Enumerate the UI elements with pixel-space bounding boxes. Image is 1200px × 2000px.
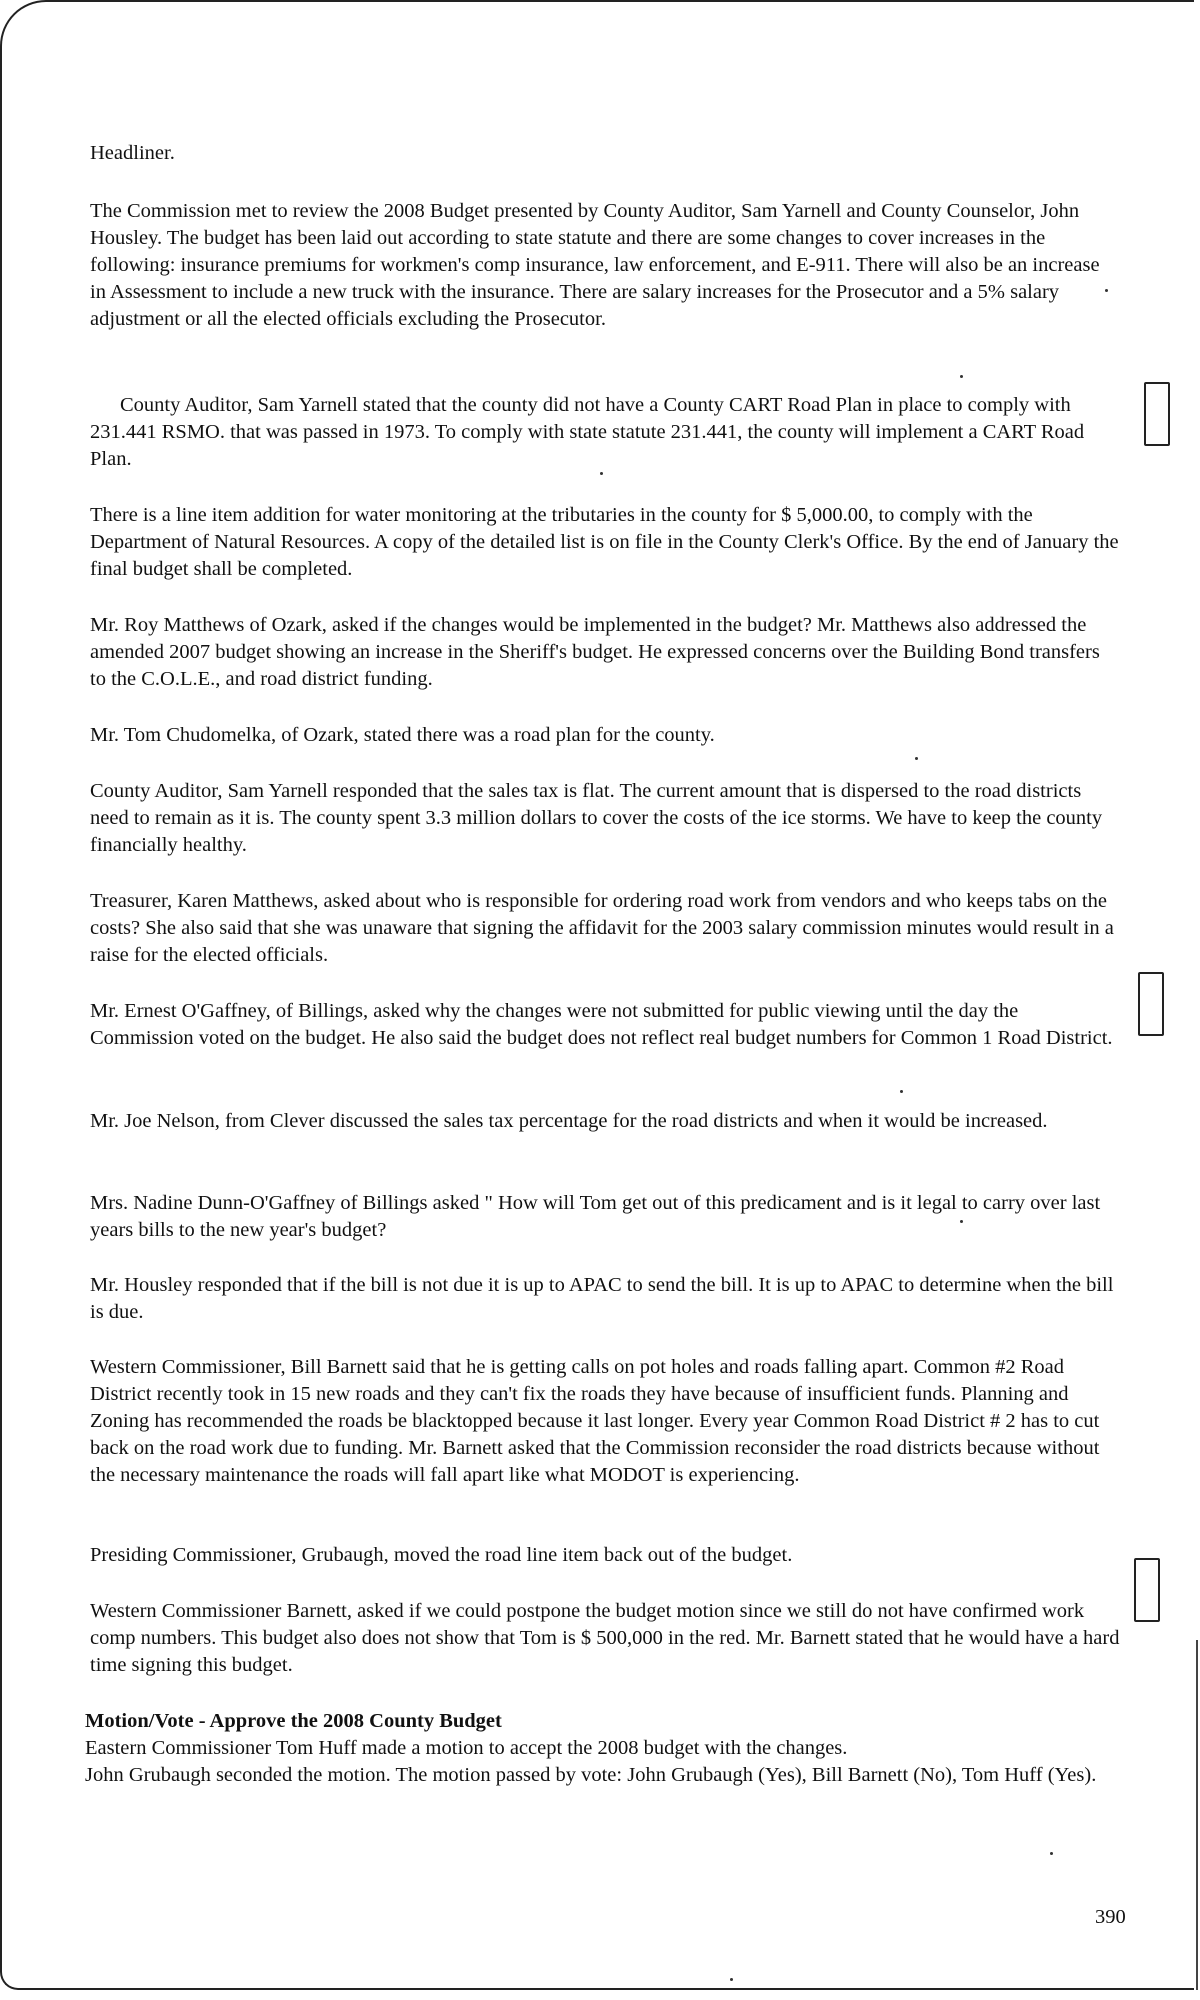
scan-speck xyxy=(960,375,963,378)
paragraph-roy-matthews: Mr. Roy Matthews of Ozark, asked if the changes would be implemented in the budget? Mr. Matthews also addressed the amended 2007 budget showing an increase in the Sheriff's budget. He expressed concerns over the Building Bond transfers to the C.O.L.E., and road district funding. xyxy=(90,614,1100,690)
motion-line-2: John Grubaugh seconded the motion. The motion passed by vote: John Grubaugh (Yes), Bill Barnett (No), Tom Huff (Yes). xyxy=(85,1764,1097,1786)
paragraph-sales-tax: County Auditor, Sam Yarnell responded that the sales tax is flat. The current amount that is dispersed to the road districts need to remain as it is. The county spent 3.3 million dollars to cover the costs of the ice storms. We have to keep the county financially healthy. xyxy=(90,780,1103,856)
margin-marker-box xyxy=(1144,382,1170,446)
page-right-edge xyxy=(1196,1640,1198,1990)
header-text: Headliner. xyxy=(90,142,175,164)
paragraph-cart-road-plan: County Auditor, Sam Yarnell stated that the county did not have a County CART Road Plan in place to comply with 231.441 RSMO. that was passed in 1973. To comply with state statute 231.441, the county will implement a CART Road Plan. xyxy=(90,394,1085,470)
scan-speck xyxy=(960,1220,963,1223)
scan-speck xyxy=(900,1090,903,1093)
scan-speck xyxy=(1050,1852,1053,1855)
paragraph-joe-nelson: Mr. Joe Nelson, from Clever discussed the sales tax percentage for the road districts and when it would be increased. xyxy=(90,1110,1048,1132)
paragraph-bill-barnett: Western Commissioner, Bill Barnett said that he is getting calls on pot holes and roads falling apart. Common #2 Road District recently took in 15 new roads and they can't fix the roads they have because of insufficient funds. Planning and Zoning has recommended the roads be blacktopped because it last longer. Every year Common Road District # 2 has to cut back on the road work due to funding. Mr. Barnett asked that the Commission reconsider the road districts because without the necessary maintenance the roads will fall apart like what MODOT is experiencing. xyxy=(90,1356,1100,1486)
margin-marker-box xyxy=(1138,972,1164,1036)
paragraph-budget-review: The Commission met to review the 2008 Budget presented by County Auditor, Sam Yarnell and County Counselor, John Housley. The budget has been laid out according to state statute and there are some changes to cover increases in the following: insurance premiums for workmen's comp insurance, law enforcement, and E-911. There will also be an increase in Assessment to include a new truck with the insurance. There are salary increases for the Prosecutor and a 5% salary adjustment or all the elected officials excluding the Prosecutor. xyxy=(90,200,1100,330)
page-number: 390 xyxy=(1095,1906,1126,1928)
paragraph-housley-response: Mr. Housley responded that if the bill is not due it is up to APAC to send the bill. It is up to APAC to determine when the bill is due. xyxy=(90,1274,1114,1323)
paragraph-ernest-ogaffney: Mr. Ernest O'Gaffney, of Billings, asked why the changes were not submitted for public viewing until the day the Commission voted on the budget. He also said the budget does not reflect real budget numbers for Common 1 Road District. xyxy=(90,1000,1113,1049)
paragraph-grubaugh-move: Presiding Commissioner, Grubaugh, moved the road line item back out of the budget. xyxy=(90,1544,793,1566)
scan-speck xyxy=(730,1978,733,1981)
scan-speck xyxy=(600,472,603,475)
motion-heading: Motion/Vote - Approve the 2008 County Budget xyxy=(85,1710,502,1732)
scan-speck xyxy=(1105,289,1108,292)
motion-line-1: Eastern Commissioner Tom Huff made a motion to accept the 2008 budget with the changes. xyxy=(85,1737,848,1759)
paragraph-barnett-postpone: Western Commissioner Barnett, asked if we could postpone the budget motion since we still do not have confirmed work comp numbers. This budget also does not show that Tom is $ 500,000 in the red. Mr. Barnett stated that he would have a hard time signing this budget. xyxy=(90,1600,1120,1676)
scan-speck xyxy=(915,757,918,760)
paragraph-tom-chudomelka: Mr. Tom Chudomelka, of Ozark, stated there was a road plan for the county. xyxy=(90,724,715,746)
margin-marker-box xyxy=(1134,1558,1160,1622)
paragraph-nadine-dunn: Mrs. Nadine Dunn-O'Gaffney of Billings asked " How will Tom get out of this predicament and is it legal to carry over last years bills to the new year's budget? xyxy=(90,1192,1101,1241)
paragraph-karen-matthews: Treasurer, Karen Matthews, asked about who is responsible for ordering road work from vendors and who keeps tabs on the costs? She also said that she was unaware that signing the affidavit for the 2003 salary commission minutes would result in a raise for the elected officials. xyxy=(90,890,1114,966)
paragraph-water-monitoring: There is a line item addition for water monitoring at the tributaries in the county for $ 5,000.00, to comply with the Department of Natural Resources. A copy of the detailed list is on file in the County Clerk's Office. By the end of January the final budget shall be completed. xyxy=(90,504,1119,580)
